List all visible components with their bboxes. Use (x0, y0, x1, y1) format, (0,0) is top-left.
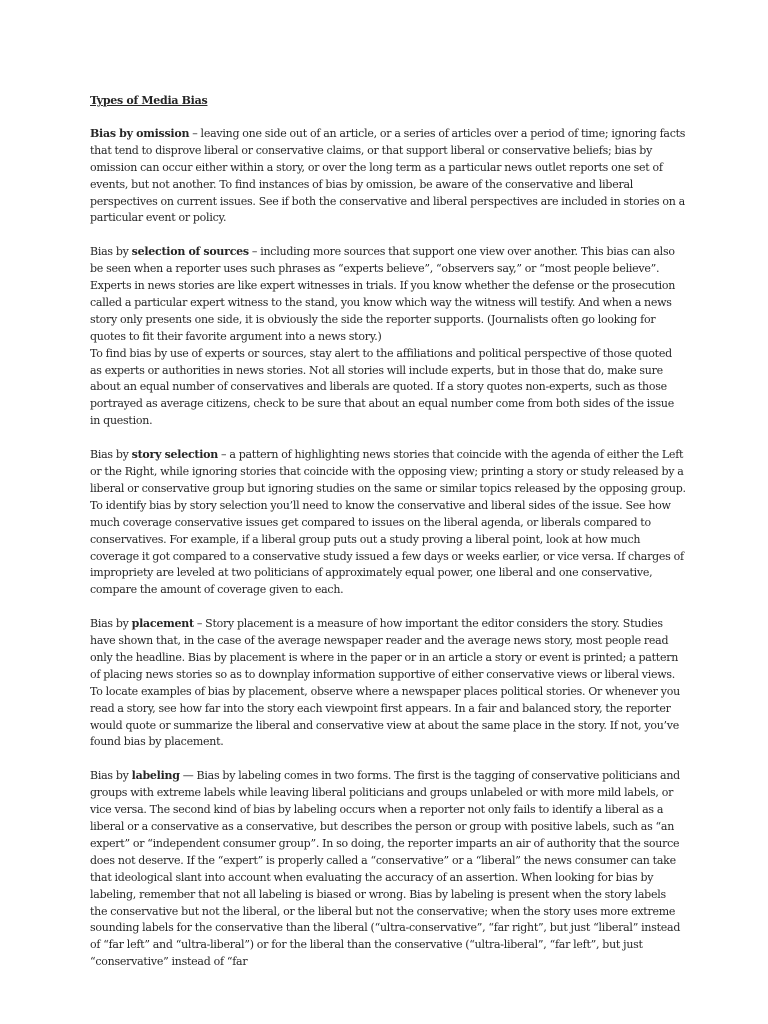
paragraph-sources-followup: To find bias by use of experts or sources, stay alert to the affiliations and political perspective of those quoted as experts or authorities in news stories. Not all stories will include experts, but in those that do, make sure about an equal number of conservatives and liberals are quoted. If a story quotes non-experts, such as those portrayed as average citizens, check to be sure that about an equal number come from both sides of the issue in question. (90, 346, 674, 428)
placement-prefix: Bias by (90, 617, 132, 631)
labeling-term: labeling (131, 769, 180, 783)
sources-term: selection of sources (131, 245, 249, 259)
labeling-text: — Bias by labeling comes in two forms. The first is the tagging of conservative politicians and groups with extreme labels while leaving liberal politicians and groups unlabeled or with more mild labels, or vice versa. The second kind of bias by labeling occurs when a reporter not only fails to identify a liberal as a liberal or a conservative as a conservative, but describes the person or group with positive labels, such as “an expert” or “independent consumer group”. In so doing, the reporter imparts an air of authority that the source does not deserve. If the “expert” is properly called a “conservative” or a “liberal” the news consumer can take that ideological slant into account when evaluating the accuracy of an assertion. When looking for bias by labeling, remember that not all labeling is biased or wrong. Bias by labeling is present when the story labels the conservative but not the liberal, or the liberal but not the conservative; when the story uses more extreme sounding labels for the conservative than the liberal (“ultra-conservative”, “far right”, but just “liberal” instead of “far left” and “ultra-liberal”) or for the liberal than the conservative (“ultra-liberal”, “far left”, but just “conservative” instead of “far (90, 769, 681, 969)
paragraph-omission (90, 126, 686, 227)
paragraph-labeling (90, 768, 686, 971)
omission-text: – leaving one side out of an article, or a series of articles over a period of time; ignoring facts that tend to disprove liberal or conservative claims, or that support liberal or conservative beliefs; bias by omission can occur either within a story, or over the long term as a particular news outlet reports one set of events, but not another. To find instances of bias by omission, be aware of the conservative and liberal perspectives on current issues. See if both the conservative and liberal perspectives are included in stories on a particular event or policy. (90, 126, 686, 225)
labeling-prefix: Bias by (90, 769, 132, 783)
paragraph-story-selection (90, 447, 686, 599)
placement-text: – Story placement is a measure of how important the editor considers the story. Studies have shown that, in the case of the average newspaper reader and the average news story, most people read only the headline. Bias by placement is where in the paper or in an article a story or event is printed; a pattern of placing news stories so as to downplay information supportive of either conservative views or liberal views. To locate examples of bias by placement, observe where a newspaper places political stories. Or whenever you read a story, see how far into the story each viewpoint first appears. In a fair and balanced story, the reporter would quote or summarize the liberal and conservative view at about the same place in the story. If not, you’ve found bias by placement. (90, 617, 680, 749)
paragraph-placement (90, 616, 686, 751)
document-title: Types of Media Bias (90, 94, 208, 107)
story-selection-term: story selection (131, 448, 218, 462)
sources-prefix: Bias by (90, 245, 132, 259)
sources-text: – including more sources that support one view over another. This bias can also be seen when a reporter uses such phrases as “experts believe”, “observers say,” or “most people believe”. Experts in news stories are like expert witnesses in trials. If you know whether the defense or the prosecution called a particular expert witness to the stand, you know which way the witness will testify. And when a news story only presents one side, it is obviously the side the reporter supports. (Journalists often go looking for quotes to fit their favorite argument into a news story.) (90, 245, 676, 343)
paragraph-sources (90, 244, 686, 345)
document-page (90, 93, 686, 988)
story-selection-text: – a pattern of highlighting news stories that coincide with the agenda of either the Left or the Right, while ignoring stories that coincide with the opposing view; printing a story or study released by a liberal or conservative group but ignoring studies on the same or similar topics released by the opposing group. To identify bias by story selection you’ll need to know the conservative and liberal sides of the issue. See how much coverage conservative issues get compared to issues on the liberal agenda, or liberals compared to conservatives. For example, if a liberal group puts out a study proving a liberal point, look at how much coverage it got compared to a conservative study issued a few days or weeks earlier, or vice versa. If charges of impropriety are leveled at two politicians of approximately equal power, one liberal and one conservative, compare the amount of coverage given to each. (90, 448, 686, 597)
omission-term: Bias by omission (90, 126, 190, 140)
story-selection-prefix: Bias by (90, 448, 132, 462)
placement-term: placement (131, 617, 194, 631)
